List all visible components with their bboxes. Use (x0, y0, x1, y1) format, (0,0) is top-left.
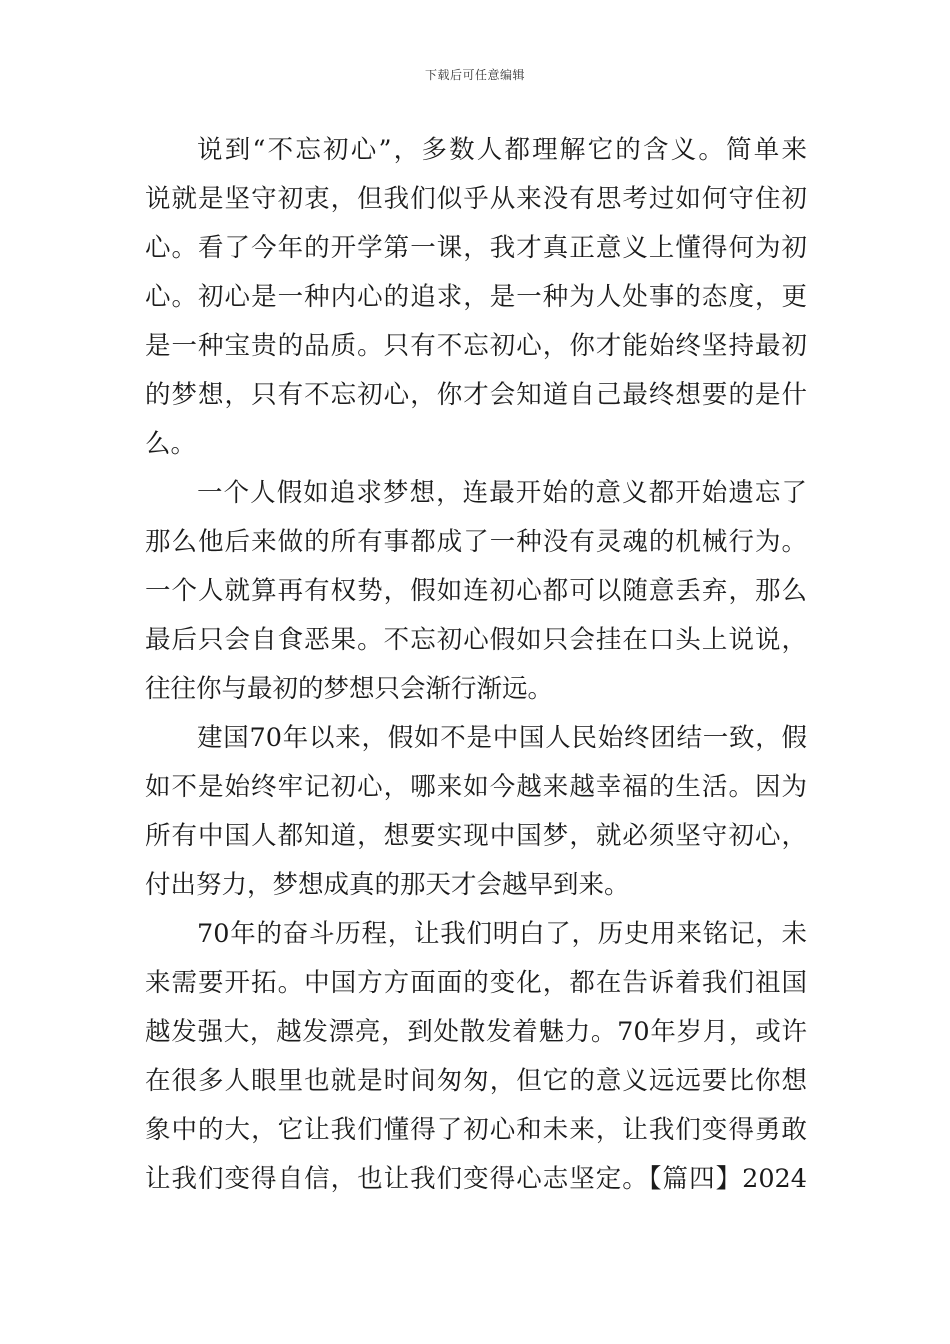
paragraph-4-line-5: 象中的大，它让我们懂得了初心和未来，让我们变得勇敢 (145, 1115, 807, 1145)
paragraph-1-line-1: 说到“不忘初心”，多数人都理解它的含义。简单来 (197, 135, 807, 165)
document-body (145, 126, 807, 1204)
paragraph-4-line-2: 来需要开拓。中国方方面面的变化，都在告诉着我们祖国 (145, 968, 807, 998)
paragraph-2-line-5: 往往你与最初的梦想只会渐行渐远。 (145, 674, 554, 704)
paragraph-2-line-2: 那么他后来做的所有事都成了一种没有灵魂的机械行为。 (145, 527, 807, 557)
paragraph-4-line-1: 70年的奋斗历程，让我们明白了，历史用来铭记，未 (197, 919, 807, 949)
paragraph-1-line-4: 心。初心是一种内心的追求，是一种为人处事的态度，更 (145, 282, 807, 312)
paragraph-1-line-6: 的梦想，只有不忘初心，你才会知道自己最终想要的是什 (145, 380, 807, 410)
paragraph-1-line-3: 心。看了今年的开学第一课，我才真正意义上懂得何为初 (145, 233, 807, 263)
paragraph-2-line-4: 最后只会自食恶果。不忘初心假如只会挂在口头上说说， (145, 625, 807, 655)
paragraph-3-line-4: 付出努力，梦想成真的那天才会越早到来。 (145, 870, 630, 900)
paragraph-4-line-4: 在很多人眼里也就是时间匆匆，但它的意义远远要比你想 (145, 1066, 807, 1096)
paragraph-2-line-3: 一个人就算再有权势，假如连初心都可以随意丢弃，那么 (145, 576, 807, 606)
page-header: 下载后可任意编辑 (424, 68, 525, 82)
paragraph-1-line-7: 么。 (145, 429, 197, 459)
paragraph-3-line-1: 建国70年以来，假如不是中国人民始终团结一致，假 (197, 723, 807, 753)
paragraph-3-line-2: 如不是始终牢记初心，哪来如今越来越幸福的生活。因为 (145, 772, 807, 802)
paragraph-3-line-3: 所有中国人都知道，想要实现中国梦，就必须坚守初心， (145, 821, 807, 851)
paragraph-1-line-5: 是一种宝贵的品质。只有不忘初心，你才能始终坚持最初 (145, 331, 807, 361)
paragraph-4-line-3: 越发强大，越发漂亮，到处散发着魅力。70年岁月，或许 (145, 1017, 807, 1047)
paragraph-4-line-6: 让我们变得自信，也让我们变得心志坚定。【篇四】2024 (145, 1164, 807, 1194)
paragraph-2-line-1: 一个人假如追求梦想，连最开始的意义都开始遗忘了 (197, 478, 807, 508)
paragraph-1-line-2: 说就是坚守初衷，但我们似乎从来没有思考过如何守住初 (145, 184, 807, 214)
